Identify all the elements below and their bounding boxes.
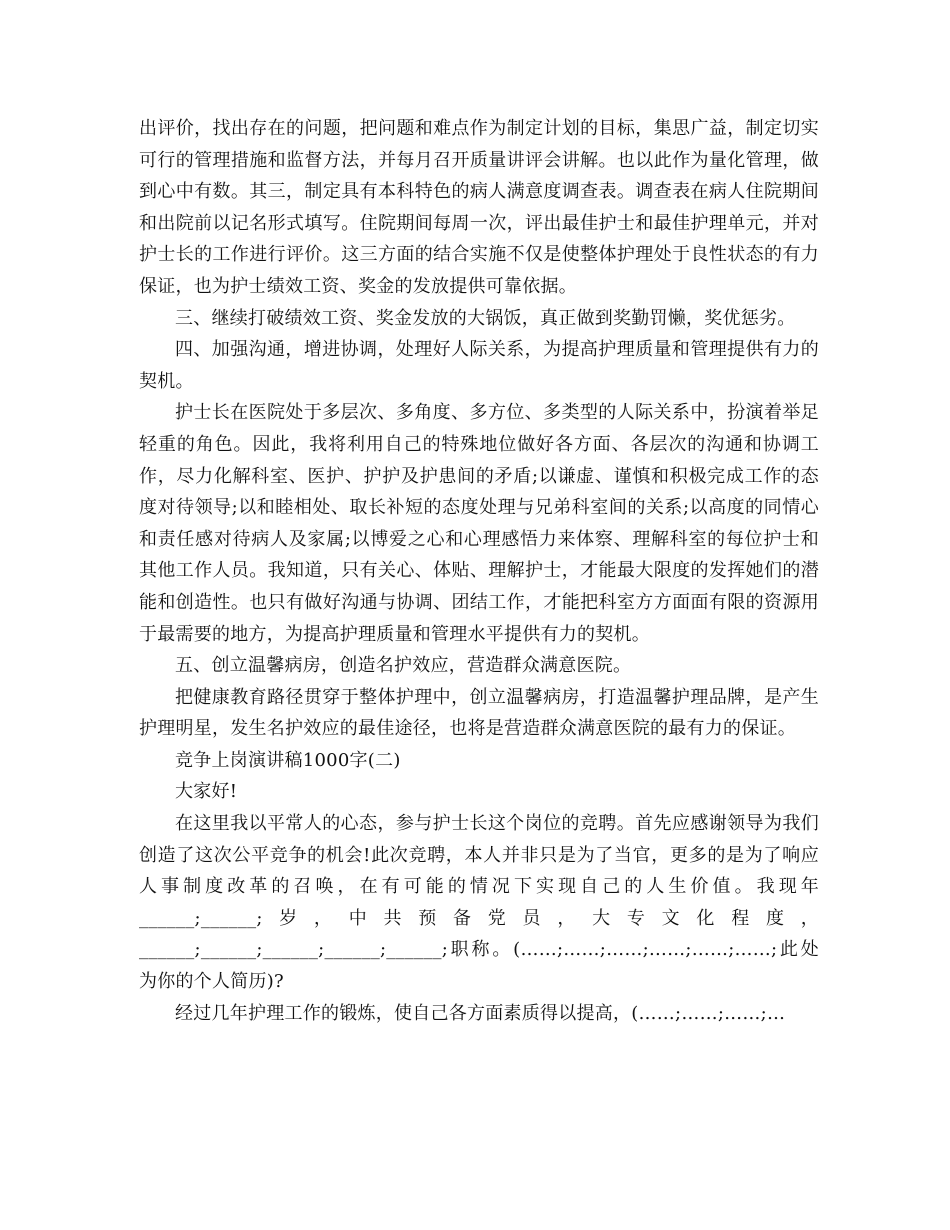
- greeting: 大家好!: [175, 781, 238, 803]
- paragraph-point-three: 三、继续打破绩效工资、奖金发放的大锅饭，真正做到奖勤罚懒，奖优惩劣。: [175, 307, 796, 329]
- document-body: [139, 113, 819, 1029]
- paragraph-point-five: 五、创立温馨病房，创造名护效应，营造群众满意医院。: [175, 655, 632, 677]
- paragraph-point-four: 四、加强沟通，增进协调，处理好人际关系，为提高护理质量和管理提供有力的契机。: [139, 339, 819, 392]
- paragraph-continued: 出评价，找出存在的问题，把问题和难点作为制定计划的目标，集思广益，制定切实可行的管理措施和监督方法，并每月召开质量讲评会讲解。也以此作为量化管理，做到心中有数。其三，制定具有本科特色的病人满意度调查表。调查表在病人住院期间和出院前以记名形式填写。住院期间每周一次，评出最佳护士和最佳护理单元，并对护士长的工作进行评价。这三方面的结合实施不仅是使整体护理处于良性状态的有力保证，也为护士绩效工资、奖金的发放提供可靠依据。: [139, 118, 819, 297]
- paragraph-health-education: 把健康教育路径贯穿于整体护理中，创立温馨病房，打造温馨护理品牌，是产生护理明星，发生名护效应的最佳途径，也将是营造群众满意医院的最有力的保证。: [139, 686, 819, 740]
- paragraph-introduction: 在这里我以平常人的心态，参与护士长这个岗位的竞聘。首先应感谢领导为我们创造了这次公平竞争的机会!此次竞聘，本人并非只是为了当官，更多的是为了响应人事制度改革的召唤，在有可能的情况下实现自己的人生价值。我现年______;______;岁，中共预备党员，大专文化程度，______;______;______;______;______;职称。(……;……;……;……;……;……;此处为你的个人简历)?: [139, 813, 819, 993]
- paragraph-interpersonal: 护士长在医院处于多层次、多角度、多方位、多类型的人际关系中，扮演着举足轻重的角色。因此，我将利用自己的特殊地位做好各方面、各层次的沟通和协调工作，尽力化解科室、医护、护护及护患间的矛盾;以谦虚、谨慎和积极完成工作的态度对待领导;以和睦相处、取长补短的态度处理与兄弟科室间的关系;以高度的同情心和责任感对待病人及家属;以博爱之心和心理感悟力来体察、理解科室的每位护士和其他工作人员。我知道，只有关心、体贴、理解护士，才能最大限度的发挥她们的潜能和创造性。也只有做好沟通与协调、团结工作，才能把科室方方面面有限的资源用于最需要的地方，为提高护理质量和管理水平提供有力的契机。: [139, 402, 819, 645]
- paragraph-experience: 经过几年护理工作的锻炼，使自己各方面素质得以提高，(……;……;……;…: [175, 1002, 786, 1024]
- section-heading: 竞争上岗演讲稿1000字(二): [175, 749, 401, 771]
